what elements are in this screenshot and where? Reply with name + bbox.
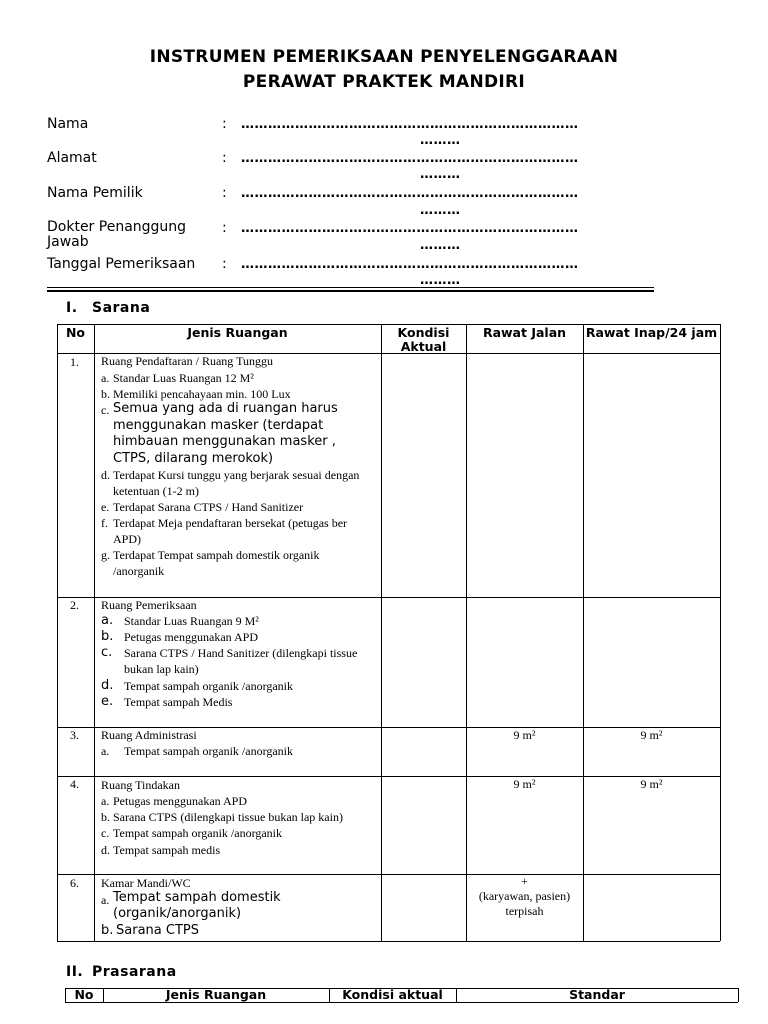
column-header-standar: Standar xyxy=(569,987,625,1002)
item-marker: a. xyxy=(101,744,110,758)
list-item: Tempat sampah domestik (organik/anorganik) xyxy=(113,890,281,921)
list-item: Sarana CTPS (dilengkapi tissue bukan lap kain) xyxy=(113,810,343,824)
row-title: Ruang Tindakan xyxy=(101,778,181,792)
rawat-jalan-value: (karyawan, pasien) xyxy=(478,889,571,903)
field-label-dokter: Dokter Penanggung Jawab xyxy=(47,219,187,250)
rawat-jalan-value: 9 m² xyxy=(513,728,536,742)
list-item: Tempat sampah Medis xyxy=(124,695,233,709)
column-header-no: No xyxy=(74,987,94,1002)
divider-rule xyxy=(47,287,654,288)
field-dots-nama[interactable]: ………………………………………………………………… xyxy=(241,117,579,132)
item-marker: b. xyxy=(101,810,110,824)
column-header-no: No xyxy=(65,325,86,340)
list-item: Terdapat Kursi tunggu yang berjarak sesuai dengan ketentuan (1-2 m) xyxy=(113,468,360,498)
list-item: Standar Luas Ruangan 9 M² xyxy=(124,614,259,628)
item-marker: a. xyxy=(101,371,110,385)
column-header-kondisi-aktual: Kondisi aktual xyxy=(342,987,443,1002)
item-marker: d. xyxy=(101,843,110,857)
row-number: 4. xyxy=(70,777,79,791)
field-dots-continuation: ……… xyxy=(420,133,461,148)
section-number: I. xyxy=(66,300,78,316)
item-marker: c. xyxy=(101,403,110,417)
list-item: Memiliki pencahayaan min. 100 Lux xyxy=(113,387,291,401)
column-header-rawat-inap: Rawat Inap/24 jam xyxy=(585,325,718,340)
section-title-sarana: Sarana xyxy=(92,300,151,316)
table-border xyxy=(720,324,721,941)
field-dots-alamat[interactable]: ………………………………………………………………… xyxy=(241,151,579,166)
field-colon: : xyxy=(222,116,227,132)
field-colon: : xyxy=(222,185,227,201)
row-number: 3. xyxy=(70,728,79,742)
field-colon: : xyxy=(222,220,227,236)
item-marker: a. xyxy=(101,613,114,628)
list-item: Tempat sampah organik /anorganik xyxy=(124,679,294,693)
row-title: Ruang Pemeriksaan xyxy=(101,598,197,612)
list-item: Sarana CTPS / Hand Sanitizer (dilengkapi tissue bukan lap kain) xyxy=(124,646,358,676)
item-marker: e. xyxy=(101,500,110,514)
field-dots-dokter[interactable]: ………………………………………………………………… xyxy=(241,221,579,236)
column-header-jenis-ruangan: Jenis Ruangan xyxy=(165,987,267,1002)
list-item: Semua yang ada di ruangan harus menggunakan masker (terdapat himbauan menggunakan masker , CTPS, dilarang merokok) xyxy=(113,401,338,466)
table-border xyxy=(583,324,584,941)
row-title: Ruang Pendaftaran / Ruang Tunggu xyxy=(101,354,273,368)
field-dots-tanggal[interactable]: ………………………………………………………………… xyxy=(241,257,579,272)
rawat-inap-value: 9 m² xyxy=(640,777,663,791)
row-number: 6. xyxy=(70,876,79,890)
row-number: 2. xyxy=(70,598,79,612)
item-marker: a. xyxy=(101,893,110,907)
item-marker: b. xyxy=(101,923,114,938)
item-marker: b. xyxy=(101,387,110,401)
field-dots-continuation: ……… xyxy=(420,167,461,182)
document-title-line-1: INSTRUMEN PEMERIKSAAN PENYELENGGARAAN xyxy=(149,47,619,67)
list-item: Tempat sampah medis xyxy=(113,843,221,857)
item-marker: b. xyxy=(101,629,114,644)
divider-rule xyxy=(47,290,654,292)
field-dots-continuation: ……… xyxy=(420,203,461,218)
list-item: Terdapat Tempat sampah domestik organik /anorganik xyxy=(113,548,320,578)
rawat-inap-value: 9 m² xyxy=(640,728,663,742)
table-border xyxy=(57,941,720,942)
item-marker: g. xyxy=(101,548,110,562)
section-title-prasarana: Prasarana xyxy=(92,964,177,980)
field-label-nama-pemilik: Nama Pemilik xyxy=(47,185,143,201)
rawat-jalan-value: terpisah xyxy=(505,904,544,918)
row-title: Ruang Administrasi xyxy=(101,728,197,742)
list-item: Standar Luas Ruangan 12 M² xyxy=(113,371,254,385)
item-marker: d. xyxy=(101,678,114,693)
field-label-nama: Nama xyxy=(47,116,89,132)
item-marker: c. xyxy=(101,826,110,840)
item-marker: a. xyxy=(101,794,110,808)
item-marker: d. xyxy=(101,468,110,482)
item-marker: f. xyxy=(101,516,108,530)
field-label-alamat: Alamat xyxy=(47,150,97,166)
table-border xyxy=(94,324,95,941)
table-border xyxy=(466,324,467,941)
list-item: Tempat sampah organik /anorganik xyxy=(124,744,294,758)
document-title-line-2: PERAWAT PRAKTEK MANDIRI xyxy=(242,72,526,92)
column-header-jenis-ruangan: Jenis Ruangan xyxy=(187,325,288,340)
rawat-jalan-value: 9 m² xyxy=(513,777,536,791)
list-item: Terdapat Sarana CTPS / Hand Sanitizer xyxy=(113,500,304,514)
field-dots-nama-pemilik[interactable]: ………………………………………………………………… xyxy=(241,186,579,201)
table-border xyxy=(381,324,382,941)
list-item: Sarana CTPS xyxy=(116,923,199,938)
field-label-tanggal: Tanggal Pemeriksaan xyxy=(47,256,196,272)
rawat-jalan-value: + xyxy=(521,874,528,888)
table-border xyxy=(738,988,739,1002)
list-item: Petugas menggunakan APD xyxy=(113,794,247,808)
row-title: Kamar Mandi/WC xyxy=(101,876,191,890)
table-border xyxy=(65,1002,738,1003)
field-colon: : xyxy=(222,256,227,272)
column-header-kondisi-aktual: Kondisi Aktual xyxy=(397,325,450,354)
item-marker: c. xyxy=(101,645,113,660)
list-item: Tempat sampah organik /anorganik xyxy=(113,826,283,840)
field-colon: : xyxy=(222,150,227,166)
list-item: Petugas menggunakan APD xyxy=(124,630,258,644)
field-dots-continuation: ……… xyxy=(420,238,461,253)
list-item: Terdapat Meja pendaftaran bersekat (petugas ber APD) xyxy=(113,516,348,546)
row-number: 1. xyxy=(70,355,79,369)
field-dots-continuation: ……… xyxy=(420,273,461,288)
column-header-rawat-jalan: Rawat Jalan xyxy=(482,325,567,340)
item-marker: e. xyxy=(101,694,114,709)
table-border xyxy=(57,324,58,941)
section-number: II. xyxy=(66,964,84,980)
